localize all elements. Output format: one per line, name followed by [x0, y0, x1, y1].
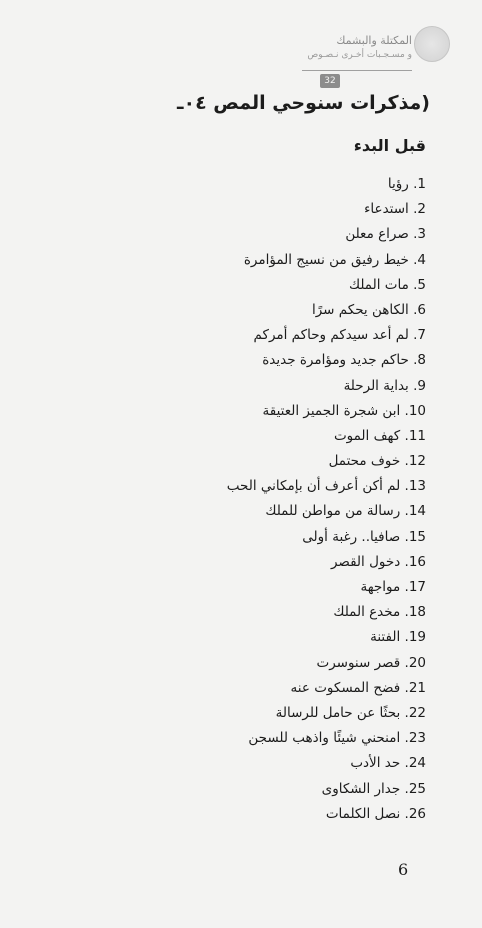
toc-item-title: الفتنة — [370, 629, 401, 646]
toc-item: 2. استدعاء — [364, 201, 426, 218]
toc-item-title: دخول القصر — [330, 553, 401, 570]
toc-item: 11. كهف الموت — [333, 427, 426, 444]
toc-item-title: جدار الشكاوى — [321, 780, 401, 797]
toc-item-number: 9 — [417, 377, 426, 394]
toc-item-number: 25 — [408, 780, 426, 797]
toc-item-title: امنحني شيئًا واذهب للسجن — [248, 730, 401, 747]
toc-item: 10. ابن شجرة الجميز العتيقة — [262, 402, 426, 419]
toc-item-title: رسالة من مواطن للملك — [265, 503, 401, 520]
toc-item-title: فضح المسكوت عنه — [290, 679, 401, 696]
toc-item: 19. الفتنة — [370, 629, 426, 646]
page-number: 6 — [398, 860, 409, 879]
toc-item: 20. قصر سنوسرت — [316, 654, 426, 671]
toc-item: 23. امنحني شيئًا واذهب للسجن — [248, 730, 426, 747]
toc-item-number: 11 — [408, 427, 426, 444]
toc-item-title: بداية الرحلة — [343, 377, 409, 394]
toc-item: 3. صراع معلن — [345, 226, 426, 243]
toc-item-title: حاكم جديد ومؤامرة جديدة — [262, 352, 409, 369]
toc-item: 6. الكاهن يحكم سرًا — [311, 301, 426, 318]
series-number-badge: 32 — [320, 74, 340, 88]
toc-item: 17. مواجهة — [360, 579, 426, 595]
toc-item-title: مواجهة — [360, 579, 401, 595]
toc-item-title: كهف الموت — [333, 427, 401, 444]
toc-item: 5. مات الملك — [348, 276, 426, 293]
toc-item-number: 26 — [408, 805, 426, 822]
toc-item: 18. مخدع الملك — [333, 604, 426, 621]
toc-item-number: 12 — [408, 453, 426, 470]
toc-item-number: 3 — [417, 226, 426, 243]
toc-item-number: 16 — [408, 553, 426, 570]
toc-item-number: 5 — [417, 276, 426, 293]
toc-item-number: 24 — [408, 755, 426, 772]
toc-item-number: 15 — [408, 528, 426, 545]
toc-item-number: 14 — [408, 503, 426, 520]
toc-item-number: 1 — [417, 176, 426, 192]
toc-item-title: خوف محتمل — [328, 453, 401, 470]
toc-item-title: مات الملك — [348, 276, 409, 293]
series-title: المكتلة والبشمك — [336, 34, 412, 47]
toc-item: 16. دخول القصر — [330, 553, 426, 570]
toc-item-title: حد الأدب — [350, 755, 401, 772]
toc-item: 26. نصل الكلمات — [325, 805, 426, 822]
toc-item: 4. خيط رفيق من نسيج المؤامرة — [243, 251, 426, 268]
series-emblem-icon — [414, 26, 450, 62]
toc-item-number: 7 — [417, 327, 426, 344]
toc-item: 24. حد الأدب — [350, 755, 426, 772]
toc-item-number: 8 — [417, 352, 426, 369]
toc-item-title: خيط رفيق من نسيج المؤامرة — [243, 251, 409, 268]
toc-item-title: رؤيا — [387, 176, 409, 192]
toc-item-title: صافيا.. رغبة أولى — [302, 528, 401, 545]
toc-item-number: 22 — [408, 704, 426, 721]
toc-item-title: ابن شجرة الجميز العتيقة — [262, 402, 401, 419]
chapter-title: (مذكرات سنوحي المص ٠٤ـ — [176, 92, 430, 114]
toc-item: 25. جدار الشكاوى — [321, 780, 426, 797]
toc-item: 14. رسالة من مواطن للملك — [265, 503, 426, 520]
toc-item-title: لم أكن أعرف أن بإمكاني الحب — [226, 478, 401, 495]
toc-item: 21. فضح المسكوت عنه — [290, 679, 426, 696]
running-header — [280, 26, 450, 86]
toc-item-number: 23 — [408, 730, 426, 747]
toc-item: 1. رؤيا — [387, 176, 426, 192]
table-of-contents — [227, 172, 426, 827]
toc-item-title: بحثًا عن حامل للرسالة — [275, 704, 401, 721]
toc-item-number: 18 — [408, 604, 426, 621]
toc-item-title: مخدع الملك — [333, 604, 401, 621]
toc-item-title: استدعاء — [364, 201, 409, 218]
toc-item: 7. لم أعد سيدكم وحاكم أمركم — [253, 327, 426, 344]
toc-item-title: لم أعد سيدكم وحاكم أمركم — [253, 327, 409, 344]
toc-item-title: قصر سنوسرت — [316, 654, 401, 671]
toc-item-title: نصل الكلمات — [325, 805, 401, 822]
toc-item: 13. لم أكن أعرف أن بإمكاني الحب — [226, 478, 426, 495]
toc-item: 9. بداية الرحلة — [343, 377, 426, 394]
toc-item-number: 2 — [417, 201, 426, 218]
toc-item-title: الكاهن يحكم سرًا — [311, 301, 409, 318]
series-subtitle: و مسـجـبات أخـرى نـصـوص — [307, 50, 412, 60]
toc-item: 8. حاكم جديد ومؤامرة جديدة — [262, 352, 426, 369]
toc-item: 15. صافيا.. رغبة أولى — [302, 528, 426, 545]
header-divider — [302, 70, 412, 71]
toc-item-number: 10 — [408, 402, 426, 419]
toc-item-number: 21 — [408, 679, 426, 696]
toc-item: 22. بحثًا عن حامل للرسالة — [275, 704, 426, 721]
toc-item-number: 4 — [417, 251, 426, 268]
toc-item-number: 19 — [408, 629, 426, 646]
toc-item-number: 20 — [408, 654, 426, 671]
toc-item-number: 13 — [408, 478, 426, 495]
toc-item: 12. خوف محتمل — [328, 453, 426, 470]
section-title: قبل البدء — [353, 136, 426, 155]
toc-item-number: 17 — [408, 579, 426, 595]
toc-item-title: صراع معلن — [345, 226, 409, 243]
toc-item-number: 6 — [417, 301, 426, 318]
